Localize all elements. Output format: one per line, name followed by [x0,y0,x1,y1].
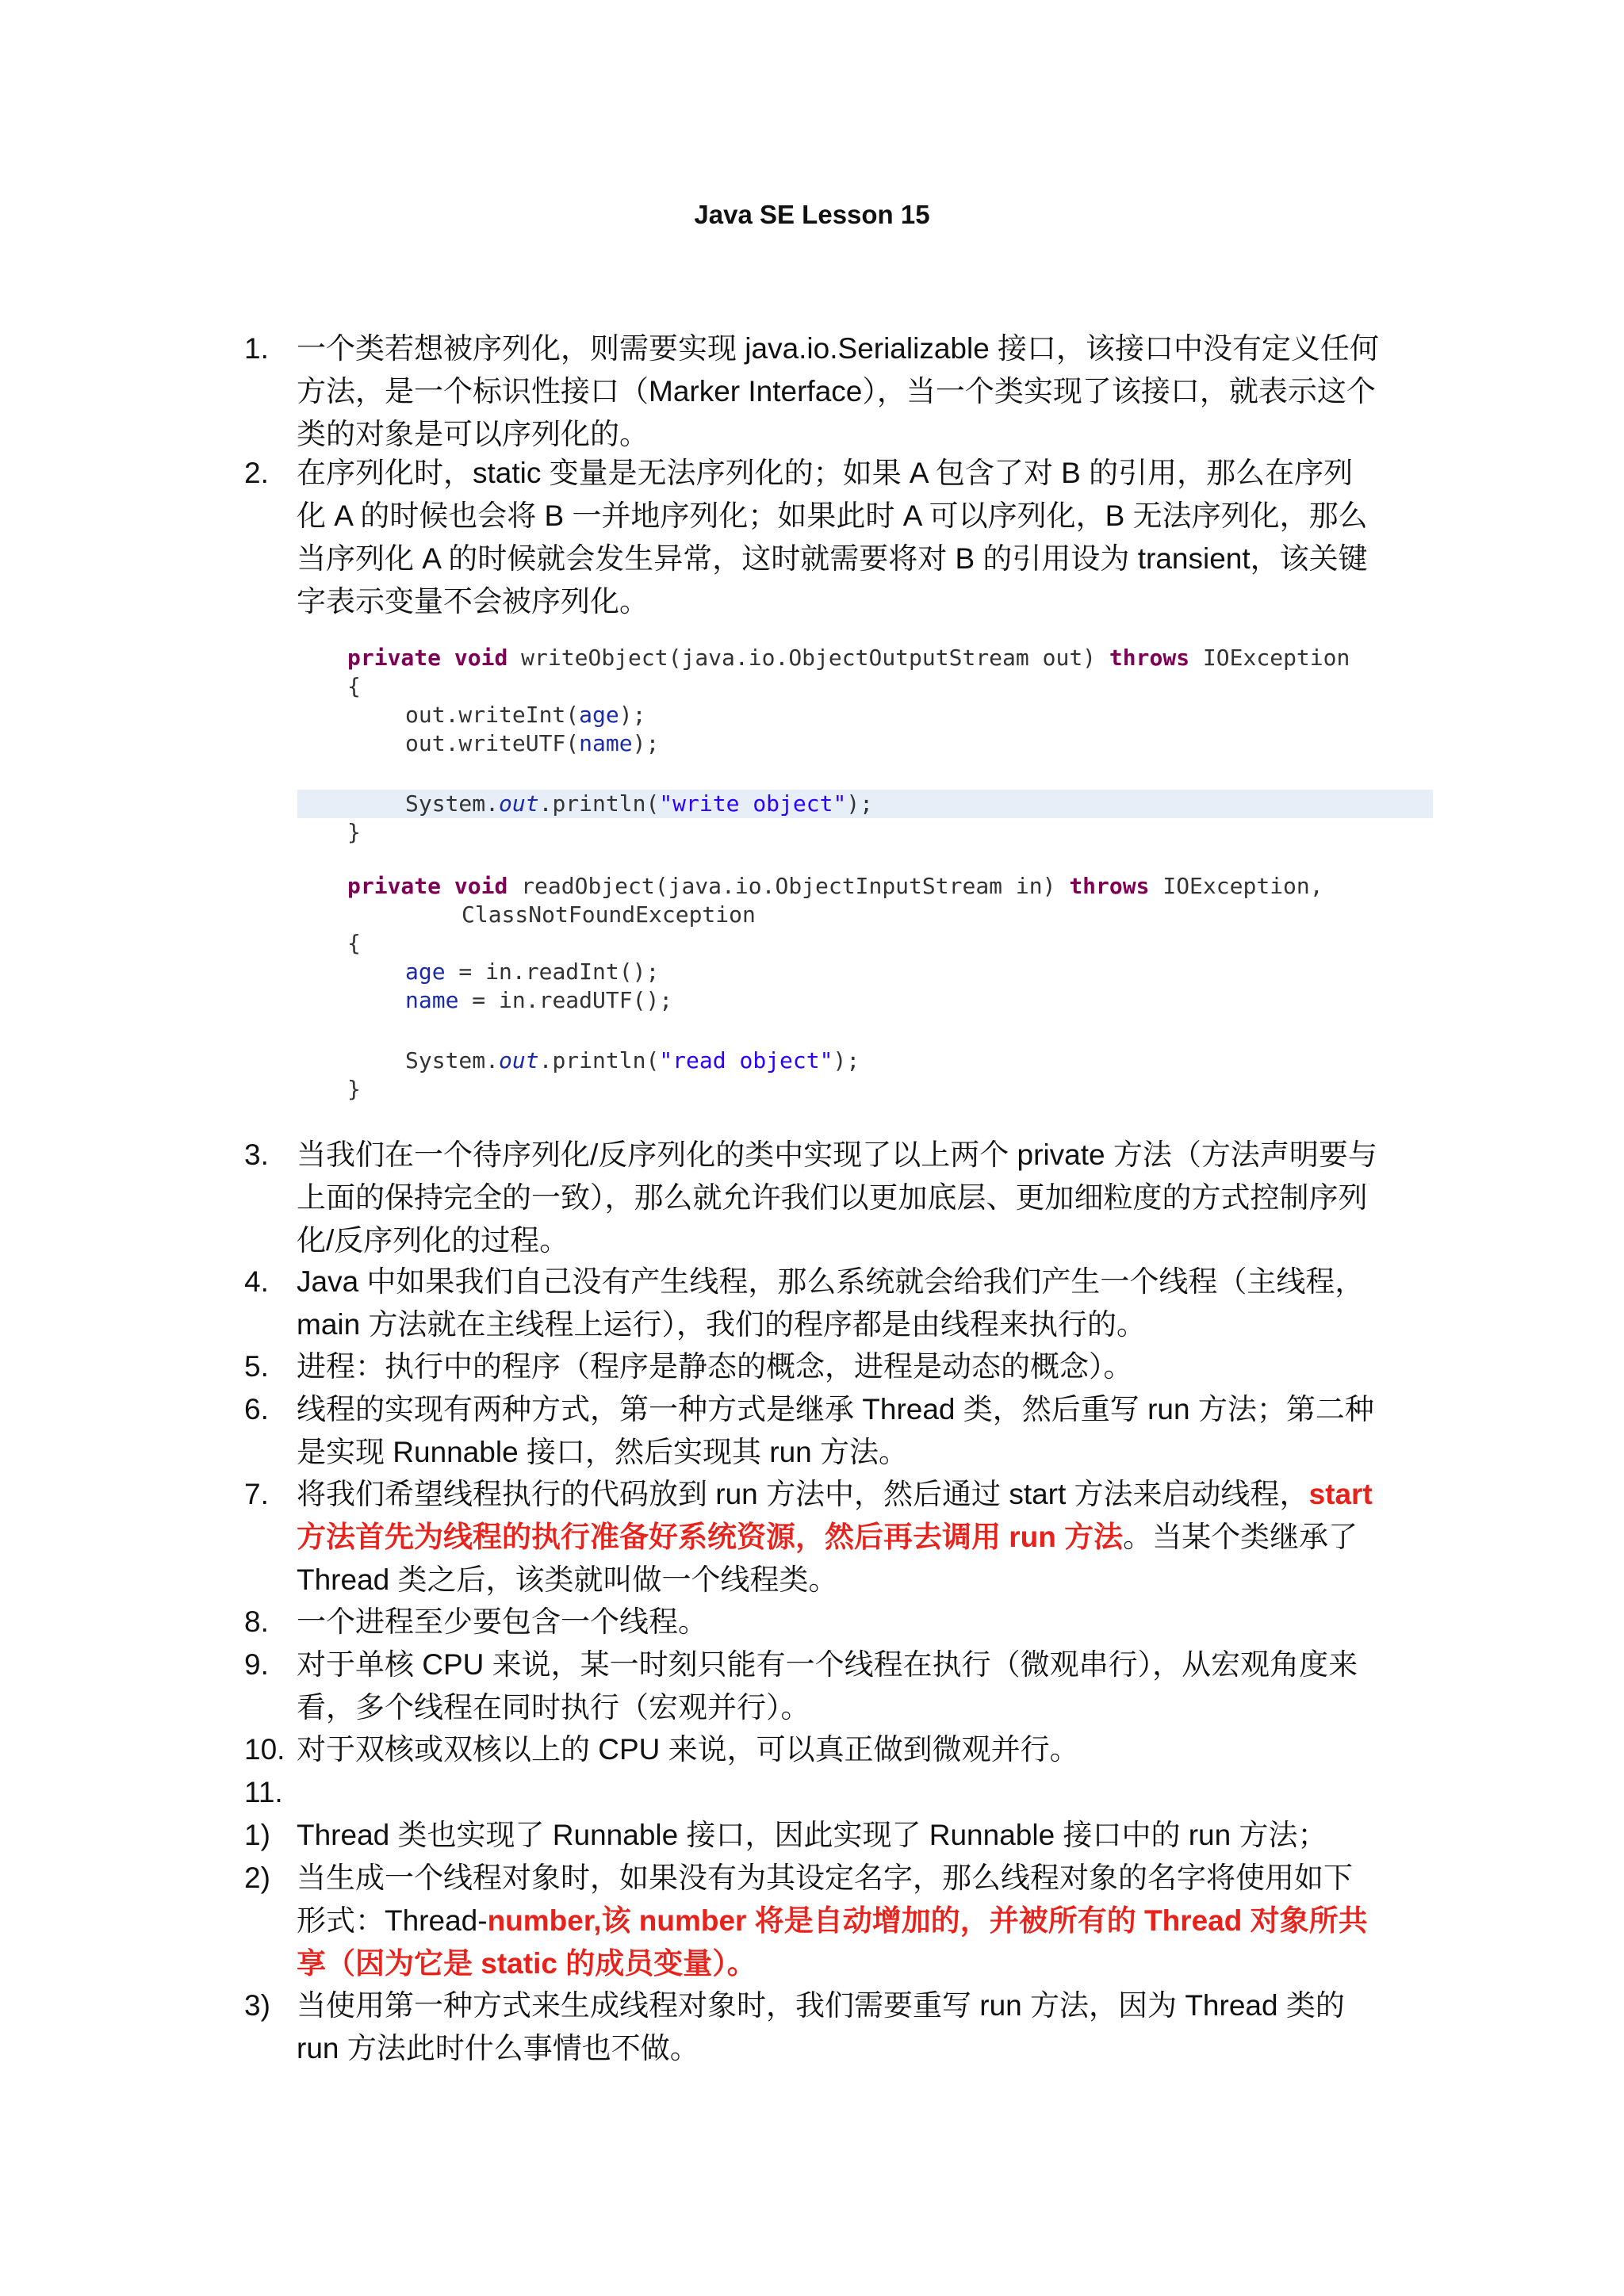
sub-item-text: 当使用第一种方式来生成线程对象时，我们需要重写 run 方法，因为 Thread 类的 run 方法此时什么事情也不做。 [297,1989,1345,2064]
item-text: 将我们希望线程执行的代码放到 run 方法中，然后通过 start 方法来启动线程，start 方法首先为线程的执行准备好系统资源，然后再去调用 run 方法。当某个类继承了 Thread 类之后，该类就叫做一个线程类。 [297,1478,1373,1596]
sub-item-number: 2) [244,1862,270,1894]
list-item [244,1644,1380,1729]
item-number: 1. [244,332,269,365]
item-number: 2. [244,457,269,489]
code-line: { [347,673,361,699]
item-text: 当我们在一个待序列化/反序列化的类中实现了以上两个 private 方法（方法声明要与上面的保持完全的一致），那么就允许我们以更加底层、更加细粒度的方式控制序列化/反序列化的过程。 [297,1138,1377,1257]
item-text: Java 中如果我们自己没有产生线程，那么系统就会给我们产生一个线程（主线程，main 方法就在主线程上运行），我们的程序都是由线程来执行的。 [297,1265,1365,1341]
item-number: 6. [244,1393,269,1425]
item-text: 进程：执行中的程序（程序是静态的概念，进程是动态的概念）。 [297,1350,1133,1383]
list-item [244,1728,1380,1771]
item-number: 3. [244,1138,269,1171]
sub-item-text: Thread 类也实现了 Runnable 接口，因此实现了 Runnable 接口中的 run 方法； [297,1819,1327,1851]
item-text: 对于单核 CPU 来说，某一时刻只能有一个线程在执行（微观串行），从宏观角度来看，多个线程在同时执行（宏观并行）。 [297,1648,1358,1724]
item-number: 7. [244,1478,269,1510]
list-item [244,1473,1380,1601]
list-item [244,1388,1380,1474]
item-number: 9. [244,1648,269,1681]
item-number: 10. [244,1733,285,1766]
item-text: 对于双核或双核以上的 CPU 来说，可以真正做到微观并行。 [297,1733,1079,1766]
code-line: } [347,1076,361,1102]
item-number: 4. [244,1265,269,1298]
list-item [244,1261,1380,1346]
code-line: } [347,819,361,845]
code-line: out.writeUTF(name); [405,730,660,756]
item-text: 一个类若想被序列化，则需要实现 java.io.Serializable 接口，该接口中没有定义任何方法，是一个标识性接口（Marker Interface），当一个类实现了该接口，就表示这个类的对象是可以序列化的。 [297,332,1380,450]
item-text: 一个进程至少要包含一个线程。 [297,1605,707,1638]
list-item [244,1134,1380,1262]
list-item [244,1601,1380,1644]
emphasized-text: number,该 number 将是自动增加的，并被所有的 Thread 对象所共享（因为它是 static 的成员变量）。 [297,1904,1368,1980]
sub-item-number: 3) [244,1989,270,2022]
code-line: { [347,930,361,956]
item-number: 11. [244,1776,283,1808]
sub-item-number: 1) [244,1819,270,1851]
item-text: 线程的实现有两种方式，第一种方式是继承 Thread 类，然后重写 run 方法；第二种是实现 Runnable 接口，然后实现其 run 方法。 [297,1393,1374,1468]
code-line: out.writeInt(age); [405,702,646,728]
sub-list-item [244,1984,1380,2070]
code-block [298,634,1434,1110]
code-line: ClassNotFoundException [462,901,756,928]
code-line: age = in.readInt(); [405,959,660,985]
sub-item-text: 当生成一个线程对象时，如果没有为其设定名字，那么线程对象的名字将使用如下形式：Thread-number,该 number 将是自动增加的，并被所有的 Thread 对象所共享（因为它是 static 的成员变量）。 [297,1862,1368,1980]
list-item [244,1345,1380,1388]
item-number: 5. [244,1350,269,1383]
emphasized-text: start 方法首先为线程的执行准备好系统资源，然后再去调用 run 方法 [297,1478,1373,1553]
code-line: private void readObject(java.io.ObjectInputStream in) throws IOException, [347,873,1323,899]
list-item [244,452,1380,623]
code-line: System.out.println("write object"); [405,790,874,817]
code-line: System.out.println("read object"); [405,1047,860,1073]
page-title: Java SE Lesson 15 [694,200,930,229]
code-line: private void writeObject(java.io.ObjectOutputStream out) throws IOException [347,645,1350,671]
code-line: name = in.readUTF(); [405,987,673,1013]
sub-list-item [244,1814,1380,1857]
sub-list-item [244,1857,1380,1985]
list-item [244,327,1380,456]
item-text: 在序列化时，static 变量是无法序列化的；如果 A 包含了对 B 的引用，那么在序列化 A 的时候也会将 B 一并地序列化；如果此时 A 可以序列化，B 无法序列化，那么当序列化 A 的时候就会发生异常，这时就需要将对 B 的引用设为 transient，该关键字表示变量不会被序列化。 [297,457,1368,618]
item-number: 8. [244,1605,269,1638]
